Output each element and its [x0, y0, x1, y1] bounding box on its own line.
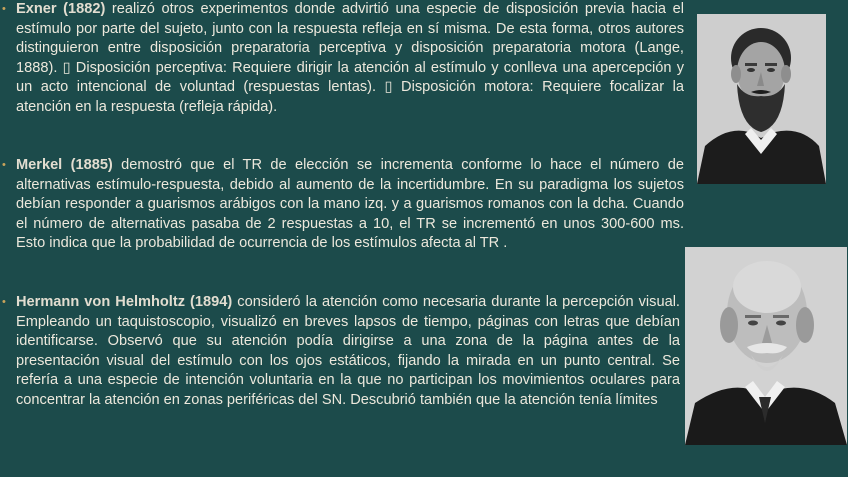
- portrait-helmholtz: [685, 247, 847, 445]
- bullet-text: demostró que el TR de elección se incrementa conforme lo hace el número de alternativas estímulo-respuesta, debido al aumento de la incertidumbre. En su paradigma los sujetos debían responder a guarismos arábigos con la mano izq. y a guarismos romanos con la dcha. Cuando el número de alternativas pasaba de 2 respuestas a 10, el TR se incrementó en unos 300-600 ms. Esto indica que la probabilidad de ocurrencia de los estímulos afecta al TR .: [16, 157, 684, 252]
- portrait-exner: [697, 14, 826, 184]
- bullet-dot: •: [2, 296, 6, 308]
- bullet-body: [16, 0, 684, 118]
- bullet-dot: •: [2, 159, 6, 171]
- portrait-photo-icon: [685, 247, 847, 445]
- author-name: Exner (1882): [16, 1, 106, 17]
- bullet-text: consideró la atención como necesaria durante la percepción visual. Empleando un taquistoscopio, visualizó en breves lapsos de tiempo, páginas con letras que debían identificarse. Observó que su atención podía dirigirse a una zona de la página antes de la presentación visual del estímulo con los ojos estáticos, fijando la mirada en un punto central. Se refería a una especie de intención voluntaria en la que no participan los movimientos oculares para concentrar la atención en zonas periféricas del SN. Descubrió también que la atención tenía límites: [16, 294, 680, 408]
- bullet-helmholtz: [0, 293, 680, 411]
- portrait-photo-icon: [697, 14, 826, 184]
- author-name: Merkel (1885): [16, 157, 113, 173]
- bullet-body: [16, 156, 684, 254]
- bullet-merkel: [0, 156, 684, 254]
- bullet-exner: [0, 0, 684, 118]
- bullet-dot: •: [2, 3, 6, 15]
- bullet-text: realizó otros experimentos donde advirtió una especie de disposición previa hacia el estímulo por parte del sujeto, junto con la respuesta refleja en sí misma. De esta forma, otros autores distinguieron entre disposición preparatoria perceptiva y disposición preparatoria motora (Lange, 1888). ▯ Disposición perceptiva: Requiere dirigir la atención al estímulo y conlleva una apercepción y un acto intencional de voluntad (respuestas lentas). ▯ Disposición motora: Requiere focalizar la atención en la respuesta (refleja rápida).: [16, 1, 684, 115]
- author-name: Hermann von Helmholtz (1894): [16, 294, 233, 310]
- bullet-body: [16, 293, 680, 411]
